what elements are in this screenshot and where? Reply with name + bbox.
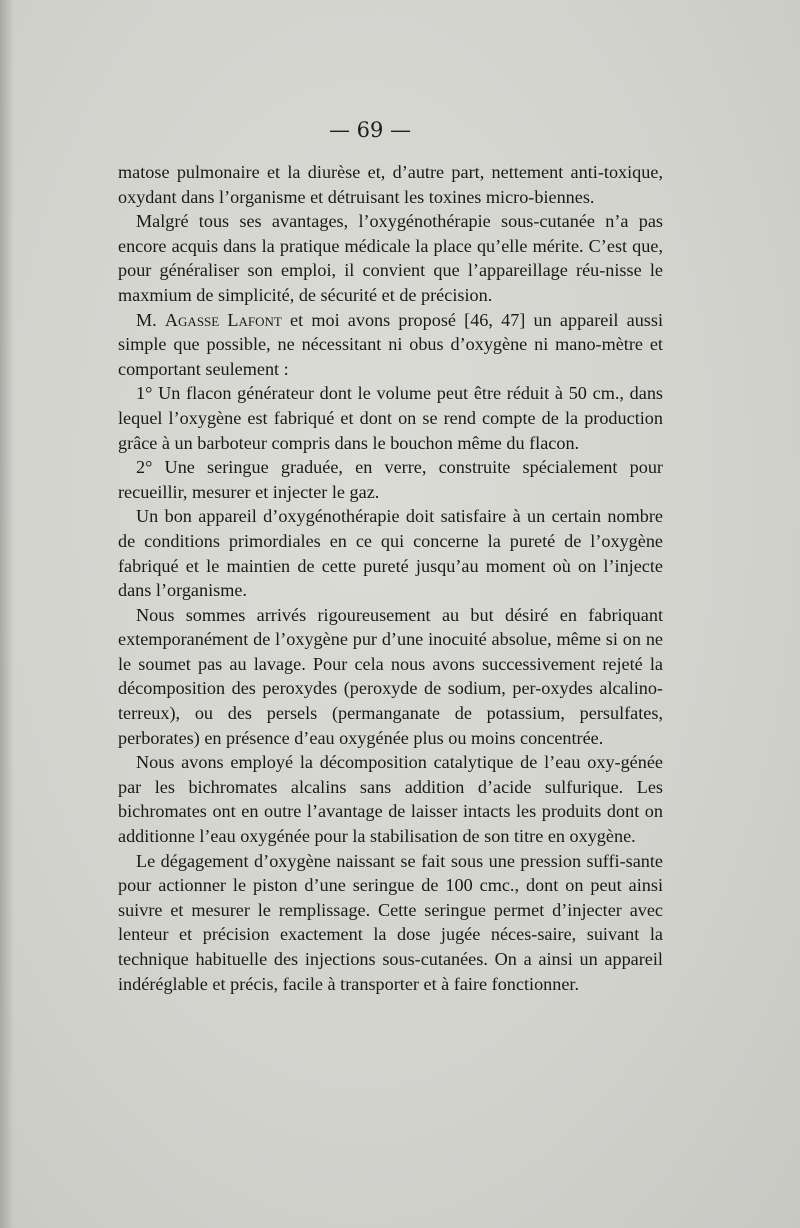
- paragraph-continuation: matose pulmonaire et la diurèse et, d’autre part, nettement anti-toxique, oxydant dans l’organisme et détruisant les toxines micro-biennes.: [118, 162, 663, 207]
- paragraph-proposal-lead: M.: [136, 309, 165, 330]
- paragraph-conclusion: Le dégagement d’oxygène naissant se fait sous une pression suffi-sante pour actionner le piston d’une seringue de 100 cmc., dont on peut ainsi suivre et mesurer le remplissage. Cette seringue permet d’injecter avec lenteur et précision exactement la dose jugée néces-saire, suivant la technique habituelle des injections sous-cutanées. On a ainsi un appareil indéréglable et précis, facile à transporter et à faire fonctionner.: [118, 850, 663, 994]
- author-name-lafont: Lafont: [227, 309, 282, 330]
- paragraph-catalysis: Nous avons employé la décomposition catalytique de l’eau oxy-génée par les bichromates alcalins sans addition d’acide sulfurique. Les bichromates ont en outre l’avantage de laisser intacts les produits dont on additionne l’eau oxygénée pour la stabilisation de son titre en oxygène.: [118, 752, 663, 847]
- body-text: [118, 160, 663, 996]
- paragraph-item-flacon: 1° Un flacon générateur dont le volume peut être réduit à 50 cm., dans lequel l’oxygène est fabriqué et dont on se rend compte de la production grâce à un barboteur compris dans le bouchon même du flacon.: [118, 383, 663, 453]
- author-name-agasse: Agasse: [164, 309, 220, 330]
- paragraph-method: Nous sommes arrivés rigoureusement au but désiré en fabriquant extemporanément de l’oxygène pur d’une inocuité absolue, même si on ne le soumet pas au lavage. Pour cela nous avons successivement rejeté la décomposition des peroxydes (peroxyde de sodium, per-oxydes alcalino-terreux), ou des persels (permanganate de potassium, persulfates, perborates) en présence d’eau oxygénée plus ou moins concentrée.: [118, 604, 663, 748]
- page-number: — 69 —: [328, 118, 412, 142]
- page-edge-shadow: [0, 0, 14, 1228]
- paragraph-proposal-rest: et moi avons proposé [46, 47] un appareil aussi simple que possible, ne nécessitant ni obus d’oxygène ni mano-mètre et comportant seulement :: [118, 309, 664, 379]
- paragraph-item-seringue: 2° Une seringue graduée, en verre, construite spécialement pour recueillir, mesurer et injecter le gaz.: [118, 457, 663, 502]
- paragraph-advantages: Malgré tous ses avantages, l’oxygénothérapie sous-cutanée n’a pas encore acquis dans la pratique médicale la place qu’elle mérite. C’est que, pour généraliser son emploi, il convient que l’appareillage réu-nisse le maxmium de simplicité, de sécurité et de précision.: [118, 211, 663, 305]
- paragraph-proposal: [118, 308, 663, 382]
- paragraph-conditions: Un bon appareil d’oxygénothérapie doit satisfaire à un certain nombre de conditions primordiales en ce qui concerne la pureté de l’oxygène fabriqué et le maintien de cette pureté jusqu’au moment où on l’injecte dans l’organisme.: [118, 506, 663, 601]
